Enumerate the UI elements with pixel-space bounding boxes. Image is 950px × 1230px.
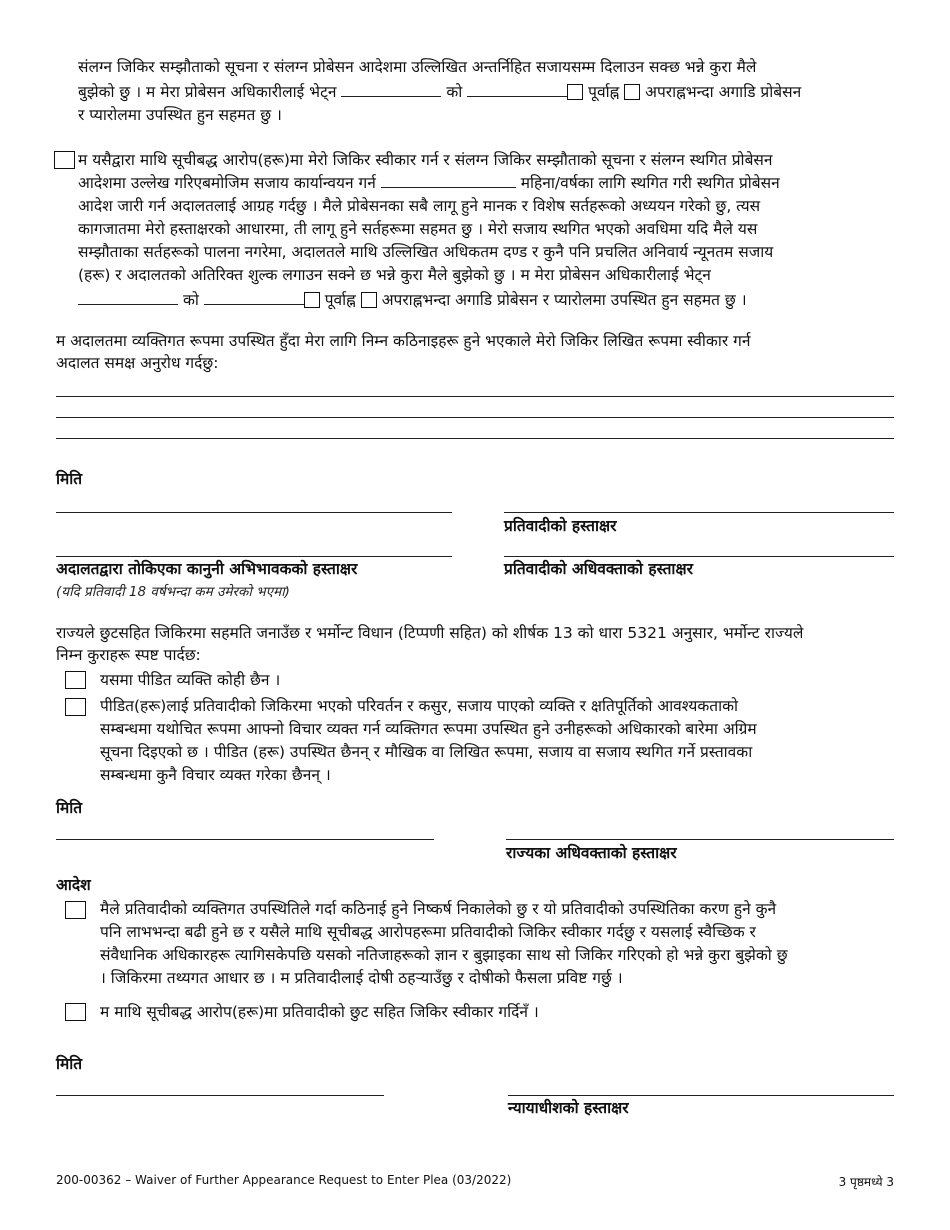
form-id: 200-00362 – Waiver of Further Appearance Request to Enter Plea (03/2022) — [56, 1173, 512, 1187]
reject-plea-checkbox[interactable] — [65, 1003, 86, 1021]
no-victim-label: यसमा पीडित व्यक्ति कोही छैन । — [100, 671, 281, 689]
reject-plea-label: म माथि सूचीबद्ध आरोप(हरू)मा प्रतिवादीको छुट सहित जिकिर स्वीकार गर्दिनँ । — [100, 1003, 539, 1021]
state-line1: राज्यले छुटसहित जिकिरमा सहमति जनाउँछ र भर्मोन्ट विधान (टिप्पणी सहित) को शीर्षक 13 को धारा 5321 अनुसार, भर्मोन्ट राज्यले — [56, 624, 804, 642]
section2-of-label: को — [182, 291, 199, 309]
deferred-pm-checkbox[interactable] — [361, 292, 377, 308]
guardian-signature-line[interactable] — [56, 556, 452, 557]
deferral-period-field[interactable] — [381, 173, 516, 188]
no-victim-checkbox[interactable] — [65, 671, 86, 689]
section1-line3: र प्यारोलमा उपस्थित हुन सहमत छु । — [78, 106, 282, 124]
order-heading: आदेश — [56, 876, 91, 894]
defense-attorney-signature-line[interactable] — [504, 556, 894, 557]
accept-plea-line2: पनि लाभभन्दा बढी हुने छ र यसैले माथि सूचीबद्ध आरोपहरूमा प्रतिवादीको जिकिर स्वीकार गर्दछु र यसलाई स्वैच्छिक र — [100, 923, 756, 941]
hardship-answer-line-1[interactable] — [56, 396, 894, 397]
visit-time-field[interactable] — [467, 82, 567, 97]
section1-line1: संलग्न जिकिर सम्झौताको सूचना र संलग्न प्रोबेसन आदेशमा उल्लिखित अन्तर्निहित सजायसम्म दिलाउन सक्छ भन्ने कुरा मैले — [78, 58, 757, 76]
accept-plea-line3: संवैधानिक अधिकारहरू त्यागिसकेपछि यसको नतिजाहरूको ज्ञान र बुझाइका साथ सो जिकिर गरिएको हो भन्ने कुरा बुझेको छु — [100, 946, 788, 964]
deferred-visit-time-field[interactable] — [204, 290, 304, 305]
section1-of-label: को — [446, 83, 463, 101]
state-date-label: मिति — [56, 799, 83, 817]
hardship-line1: म अदालतमा व्यक्तिगत रूपमा उपस्थित हुँदा मेरा लागि निम्न कठिनाइहरू हुने भएकाले मेरो जिकिर लिखित रूपमा स्वीकार गर्न — [56, 332, 751, 350]
pm-checkbox[interactable] — [624, 84, 640, 100]
state-attorney-signature-line[interactable] — [506, 839, 894, 840]
defendant-date-line[interactable] — [56, 512, 452, 513]
accept-plea-checkbox[interactable] — [65, 901, 86, 919]
section2-line4: कागजातमा मेरो हस्ताक्षरको आधारमा, ती लागू हुने सर्तहरूमा सहमत छु । मेरो सजाय स्थगित भएको अवधिमा यदि मैले यस — [78, 220, 758, 238]
victim-notified-checkbox[interactable] — [65, 698, 86, 716]
hardship-answer-line-3[interactable] — [56, 438, 894, 439]
section2-line3: आदेश जारी गर्न अदालतलाई आग्रह गर्दछु । मैले प्रोबेसनका सबै लागू हुने मानक र विशेष सर्तहरूको अध्ययन गरेको छु, त्यस — [78, 197, 761, 215]
judge-signature-label: न्यायाधीशको हस्ताक्षर — [508, 1099, 629, 1117]
hardship-line2: अदालत समक्ष अनुरोध गर्दछु: — [56, 354, 219, 372]
judge-date-line[interactable] — [56, 1095, 384, 1096]
accept-plea-line1: मैले प्रतिवादीको व्यक्तिगत उपस्थितिले गर्दा कठिनाई हुने निष्कर्ष निकालेको छु र यो प्रतिवादीको उपस्थितिका करण हुने कुनै — [100, 900, 777, 918]
pm-label: अपराह्नभन्दा अगाडि प्रोबेसन — [645, 83, 802, 101]
judge-signature-line[interactable] — [508, 1095, 894, 1096]
section1-line2-text: बुझेको छु । म मेरा प्रोबेसन अधिकारीलाई भेट्न — [78, 83, 337, 101]
section1-line2 — [78, 82, 801, 102]
accept-plea-line4: । जिकिरमा तथ्यगत आधार छ । म प्रतिवादीलाई दोषी ठहऱ्याउँछु र दोषीको फैसला प्रविष्ट गर्छु । — [100, 969, 623, 987]
section2-line5: सम्झौताका सर्तहरूको पालना नगरेमा, अदालतले माथि उल्लिखित अधिकतम दण्ड र कुनै पनि प्रचलित अनिवार्य न्यूनतम सजाय — [78, 243, 774, 261]
deferred-visit-date-field[interactable] — [78, 290, 178, 305]
deferred-am-label: पूर्वाह्न — [324, 291, 356, 309]
visit-date-field[interactable] — [341, 82, 441, 97]
deferred-am-checkbox[interactable] — [304, 292, 320, 308]
hardship-answer-line-2[interactable] — [56, 417, 894, 418]
deferred-pm-label: अपराह्नभन्दा अगाडि प्रोबेसन र प्यारोलमा उपस्थित हुन सहमत छु । — [381, 291, 747, 309]
am-label: पूर्वाह्न — [588, 83, 620, 101]
section2-line2-text: आदेशमा उल्लेख गरिएबमोजिम सजाय कार्यान्वयन गर्न — [78, 174, 376, 192]
section2-line2 — [78, 173, 780, 193]
victim-notified-line2: सम्बन्धमा यथोचित रूपमा आफ्नो विचार व्यक्त गर्न व्यक्तिगत रूपमा उपस्थित हुने उनीहरूको अधिकारको बारेमा अग्रिम — [100, 720, 757, 738]
guardian-note: (यदि प्रतिवादी 18 वर्षभन्दा कम उमेरको भएमा) — [56, 584, 290, 600]
state-line2: निम्न कुराहरू स्पष्ट पार्दछ: — [56, 646, 201, 664]
victim-notified-line3: सूचना दिइएको छ । पीडित (हरू) उपस्थित छैनन् र मौखिक वा लिखित रूपमा, सजाय वा सजाय स्थगित गर्ने प्रस्तावका — [100, 743, 753, 761]
state-attorney-signature-label: राज्यका अधिवक्ताको हस्ताक्षर — [506, 844, 677, 862]
judge-date-label: मिति — [56, 1055, 83, 1073]
page-number: 3 पृष्ठमध्ये 3 — [838, 1175, 894, 1189]
guardian-signature-label: अदालतद्वारा तोकिएका कानुनी अभिभावकको हस्ताक्षर — [56, 560, 358, 578]
section2-line2-rest: महिना/वर्षका लागि स्थगित गरी स्थगित प्रोबेसन — [520, 174, 780, 192]
deferred-plea-checkbox[interactable] — [54, 151, 75, 169]
defense-attorney-signature-label: प्रतिवादीको अधिवक्ताको हस्ताक्षर — [504, 560, 693, 578]
defendant-signature-line[interactable] — [504, 512, 894, 513]
defendant-signature-label: प्रतिवादीको हस्ताक्षर — [504, 517, 617, 535]
victim-notified-line1: पीडित(हरू)लाई प्रतिवादीको जिकिरमा भएको परिवर्तन र कसुर, सजाय पाएको व्यक्ति र क्षतिपूर्तिको आवश्यकताको — [100, 697, 739, 715]
section2-line1: म यसैद्वारा माथि सूचीबद्ध आरोप(हरू)मा मेरो जिकिर स्वीकार गर्न र संलग्न जिकिर सम्झौताको सूचना र संलग्न स्थगित प्रोबेसन — [78, 151, 773, 169]
section2-line6: (हरू) र अदालतको अतिरिक्त शुल्क लगाउन सक्ने छ भन्ने कुरा मैले बुझेको छु । म मेरा प्रोबेसन अधिकारीलाई भेट्न — [78, 266, 711, 284]
section2-line7 — [78, 290, 747, 310]
defendant-date-label: मिति — [56, 470, 83, 488]
am-checkbox[interactable] — [567, 84, 583, 100]
state-date-line[interactable] — [56, 839, 434, 840]
victim-notified-line4: सम्बन्धमा कुनै विचार व्यक्त गरेका छैनन् । — [100, 766, 331, 784]
